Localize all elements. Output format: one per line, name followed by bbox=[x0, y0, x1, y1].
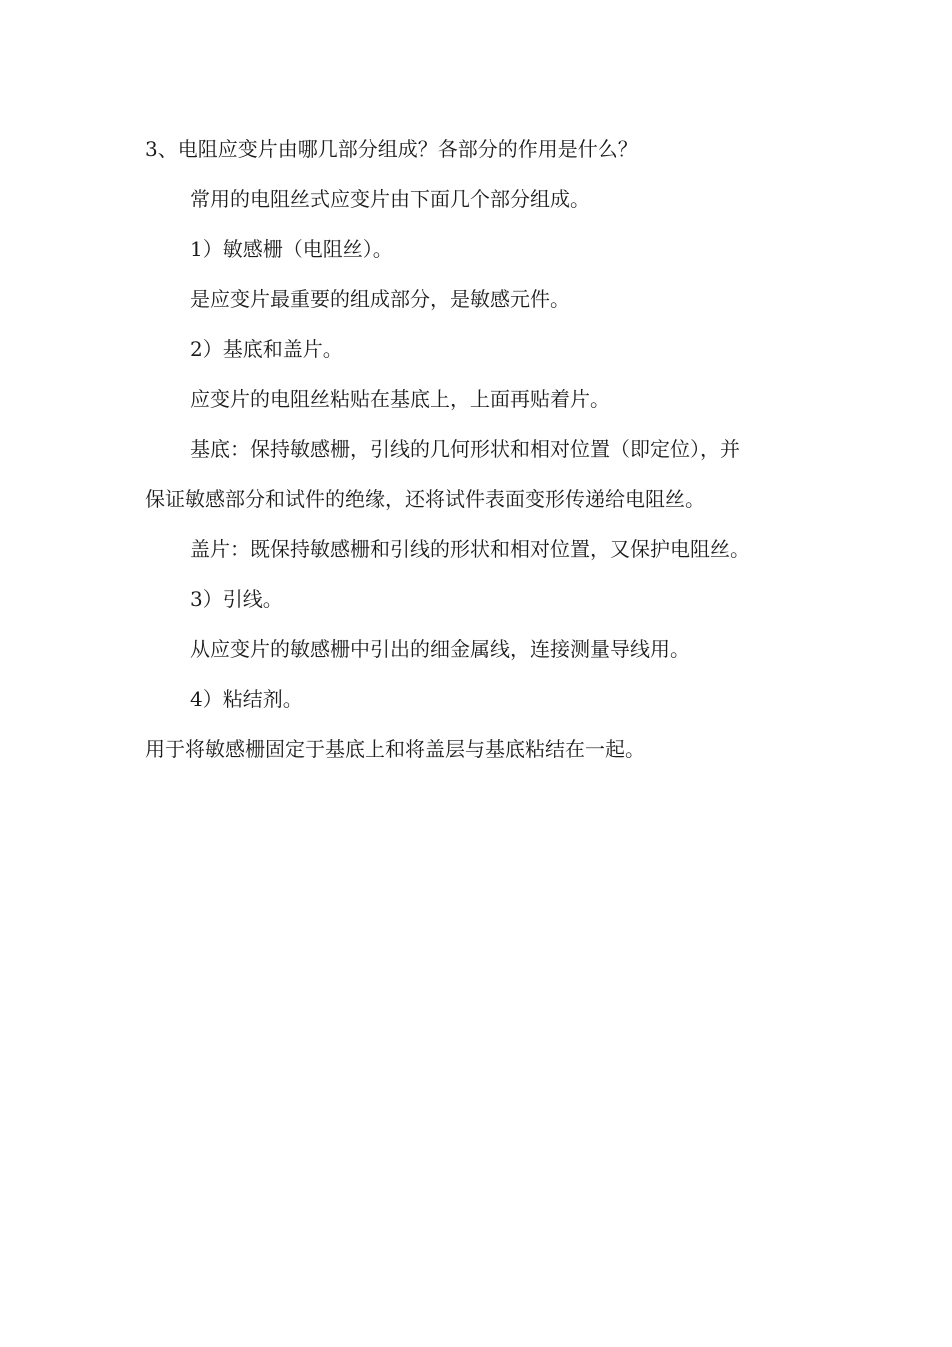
paragraph-lead-wire: 从应变片的敏感栅中引出的细金属线，连接测量导线用。 bbox=[190, 637, 690, 661]
question-title: 3、电阻应变片由哪几部分组成？各部分的作用是什么？ bbox=[145, 137, 638, 161]
item-heading-sensitive-grid: 1）敏感栅（电阻丝）。 bbox=[190, 237, 393, 261]
paragraph-base-line-2: 保证敏感部分和试件的绝缘，还将试件表面变形传递给电阻丝。 bbox=[145, 487, 705, 511]
item-heading-adhesive: 4）粘结剂。 bbox=[190, 687, 303, 711]
paragraph-sensitive-grid: 是应变片最重要的组成部分，是敏感元件。 bbox=[190, 287, 570, 311]
paragraph-cover: 盖片：既保持敏感栅和引线的形状和相对位置，又保护电阻丝。 bbox=[190, 537, 750, 561]
paragraph-adhesive: 用于将敏感栅固定于基底上和将盖层与基底粘结在一起。 bbox=[145, 737, 645, 761]
item-heading-lead-wire: 3）引线。 bbox=[190, 587, 283, 611]
paragraph-base-line-1: 基底：保持敏感栅，引线的几何形状和相对位置（即定位），并 bbox=[190, 437, 740, 461]
paragraph-intro: 常用的电阻丝式应变片由下面几个部分组成。 bbox=[190, 187, 590, 211]
document-body bbox=[145, 124, 825, 774]
item-heading-base-and-cover: 2）基底和盖片。 bbox=[190, 337, 343, 361]
paragraph-base-and-cover: 应变片的电阻丝粘贴在基底上，上面再贴着片。 bbox=[190, 387, 610, 411]
